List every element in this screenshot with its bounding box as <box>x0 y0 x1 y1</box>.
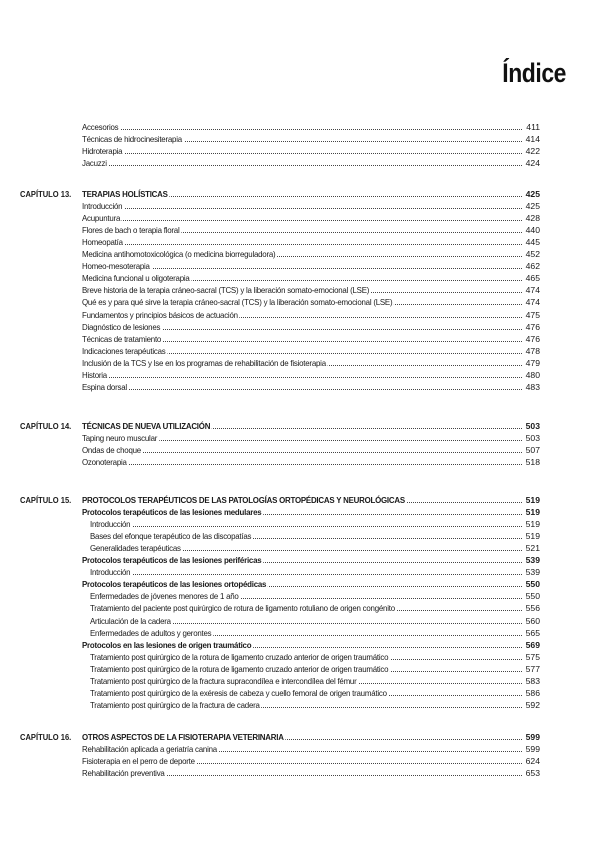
entry-title: Tratamiento del paciente post quirúrgico de rotura de ligamento rotuliano de origen congénito <box>90 603 395 614</box>
entry-title: Generalidades terapéuticas <box>90 543 181 554</box>
chapter-heading[interactable] <box>0 188 600 200</box>
chapter-label: CAPÍTULO 14. <box>20 421 72 431</box>
entry-title: Introducción <box>82 201 123 212</box>
dot-leader <box>82 464 540 465</box>
section-heading[interactable] <box>0 506 600 518</box>
toc-entry[interactable] <box>0 651 600 663</box>
chapter-heading[interactable] <box>0 731 600 743</box>
entry-title: Protocolos en las lesiones de origen traumático <box>82 639 252 650</box>
toc-entry[interactable] <box>0 767 600 779</box>
page-number: 586 <box>523 687 540 699</box>
dot-leader <box>90 526 540 527</box>
toc-entry[interactable] <box>0 432 600 444</box>
entry-title: Fundamentos y principios básicos de actuación <box>82 309 238 320</box>
page-number: 414 <box>523 133 540 145</box>
page-number: 507 <box>523 444 540 456</box>
entry-title: Articulación de la cadera <box>90 615 171 626</box>
toc-entry[interactable] <box>0 284 600 296</box>
entry-title: Rehabilitación preventiva <box>82 768 165 779</box>
toc-entry[interactable] <box>0 272 600 284</box>
page-number: 411 <box>523 121 540 133</box>
toc-entry[interactable] <box>0 381 600 393</box>
page-number: 478 <box>523 345 540 357</box>
page-number: 599 <box>523 743 540 755</box>
page-number: 592 <box>523 699 540 711</box>
entry-title: Tratamiento post quirúrgico de la fractura supracondílea e intercondílea del fémur <box>90 675 357 686</box>
page-number: 577 <box>523 663 540 675</box>
section-heading[interactable] <box>0 578 600 590</box>
page-number: 475 <box>523 309 540 321</box>
section-heading[interactable] <box>0 639 600 651</box>
page-number: 422 <box>523 145 540 157</box>
entry-title: Bases del efonque terapéutico de las discopatías <box>90 531 252 542</box>
entry-title: Fisioterapia en el perro de deporte <box>82 756 195 767</box>
entry-title: Protocolos terapéuticos de las lesiones medulares <box>82 507 262 518</box>
toc-entry[interactable] <box>0 357 600 369</box>
toc-entry[interactable] <box>0 260 600 272</box>
entry-title: Homeo-mesoterapia <box>82 261 150 272</box>
page-number: 465 <box>523 272 540 284</box>
entry-title: OTROS ASPECTOS DE LA FISIOTERAPIA VETERINARIA <box>82 732 284 742</box>
page-number: 425 <box>523 188 540 200</box>
toc-entry[interactable] <box>0 456 600 468</box>
toc-entry[interactable] <box>0 296 600 308</box>
page-number: 474 <box>523 284 540 296</box>
entry-title: Introducción <box>90 519 131 530</box>
toc-entry[interactable] <box>0 369 600 381</box>
page-number: 539 <box>523 554 540 566</box>
entry-title: Accesorios <box>82 122 119 132</box>
toc-entry[interactable] <box>0 224 600 236</box>
entry-title: Medicina antihomotoxicológica (o medicina biorreguladora) <box>82 249 276 260</box>
toc-entry[interactable] <box>0 675 600 687</box>
entry-title: Hidroterapia <box>82 146 123 157</box>
page-number: 539 <box>523 566 540 578</box>
page-number: 519 <box>523 518 540 530</box>
toc-entry[interactable] <box>0 566 600 578</box>
dot-leader <box>82 389 540 390</box>
page-number: 560 <box>523 615 540 627</box>
toc-entry[interactable] <box>0 121 600 133</box>
page-number: 519 <box>523 494 540 506</box>
toc-entry[interactable] <box>0 542 600 554</box>
entry-title: Taping neuro muscular <box>82 433 158 444</box>
page-number: 575 <box>523 651 540 663</box>
dot-leader <box>82 377 540 378</box>
page-number: 599 <box>523 731 540 743</box>
page-number: 424 <box>523 157 540 169</box>
dot-leader <box>82 165 540 166</box>
toc-entry[interactable] <box>0 133 600 145</box>
page-number: 445 <box>523 236 540 248</box>
dot-leader <box>82 452 540 453</box>
page-number: 518 <box>523 456 540 468</box>
dot-leader <box>82 129 540 130</box>
entry-title: Espina dorsal <box>82 381 127 392</box>
page-number: 452 <box>523 248 540 260</box>
entry-title: Introducción <box>90 567 131 578</box>
entry-title: Historia <box>82 369 107 380</box>
page-number: 462 <box>523 260 540 272</box>
page-number: 550 <box>523 590 540 602</box>
entry-title: Tratamiento post quirúrgico de la rotura de ligamento cruzado anterior de origen traumático <box>90 663 389 674</box>
page-number: 583 <box>523 675 540 687</box>
entry-title: Jacuzzi <box>82 158 107 169</box>
toc-entry[interactable] <box>0 212 600 224</box>
toc-entry[interactable] <box>0 755 600 767</box>
entry-title: Protocolos terapéuticos de las lesiones periféricas <box>82 555 262 566</box>
toc-entry[interactable] <box>0 248 600 260</box>
entry-title: Tratamiento post quirúrgico de la fractura de cadera <box>90 699 260 710</box>
page-number: 521 <box>523 542 540 554</box>
toc-entry[interactable] <box>0 743 600 755</box>
page-number: 428 <box>523 212 540 224</box>
toc-entry[interactable] <box>0 345 600 357</box>
page-number: 550 <box>523 578 540 590</box>
entry-title: Técnicas de tratamiento <box>82 333 162 344</box>
chapter-label: CAPÍTULO 13. <box>20 189 72 199</box>
entry-title: TERAPIAS HOLÍSTICAS <box>82 189 168 199</box>
entry-title: Homeopatía <box>82 237 123 248</box>
toc-entry[interactable] <box>0 444 600 456</box>
chapter-label: CAPÍTULO 15. <box>20 495 72 505</box>
toc-entry[interactable] <box>0 236 600 248</box>
toc-entry[interactable] <box>0 530 600 542</box>
toc-entry[interactable] <box>0 699 600 711</box>
dot-leader <box>82 208 540 209</box>
page-number: 476 <box>523 321 540 333</box>
entry-title: Técnicas de hidrocinesiterapia <box>82 134 182 145</box>
entry-title: Breve historia de la terapia cráneo-sacral (TCS) y la liberación somato-emocional (LSE) <box>82 285 370 296</box>
entry-title: Qué es y para qué sirve la terapia cráneo-sacral (TCS) y la liberación somato-emocional (LSE) <box>82 297 393 308</box>
toc-entry[interactable] <box>0 518 600 530</box>
toc-entry[interactable] <box>0 627 600 639</box>
chapter-heading[interactable] <box>0 494 600 506</box>
entry-title: Enfermedades de adultos y gerontes <box>90 627 212 638</box>
page-number: 503 <box>523 432 540 444</box>
entry-title: Ozonoterapia <box>82 457 127 468</box>
page-number: 483 <box>523 381 540 393</box>
entry-title: Acupuntura <box>82 213 121 224</box>
page-number: 519 <box>523 506 540 518</box>
toc-entry[interactable] <box>0 145 600 157</box>
page-title: Índice <box>502 58 566 88</box>
page-number: 474 <box>523 296 540 308</box>
entry-title: Protocolos terapéuticos de las lesiones ortopédicas <box>82 579 267 590</box>
toc-entry[interactable] <box>0 615 600 627</box>
toc-entry[interactable] <box>0 157 600 169</box>
dot-leader <box>82 220 540 221</box>
entry-title: Medicina funcional u oligoterapia <box>82 273 190 284</box>
entry-title: Diagnóstico de lesiones <box>82 321 161 332</box>
chapter-heading[interactable] <box>0 420 600 432</box>
page-number: 425 <box>523 200 540 212</box>
toc-entry[interactable] <box>0 687 600 699</box>
chapter-label: CAPÍTULO 16. <box>20 732 72 742</box>
section-heading[interactable] <box>0 554 600 566</box>
entry-title: Indicaciones terapéuticas <box>82 345 166 356</box>
entry-title: Tratamiento post quirúrgico de la rotura de ligamento cruzado anterior de origen traumático <box>90 651 389 662</box>
toc-entry[interactable] <box>0 321 600 333</box>
dot-leader <box>82 244 540 245</box>
entry-title: Enfermedades de jóvenes menores de 1 año <box>90 591 239 602</box>
page-number: 519 <box>523 530 540 542</box>
entry-title: TÉCNICAS DE NUEVA UTILIZACIÓN <box>82 421 211 431</box>
toc-entry[interactable] <box>0 309 600 321</box>
toc-entry[interactable] <box>0 602 600 614</box>
entry-title: Inclusión de la TCS y lse en los programas de rehabilitación de fisioterapia <box>82 357 326 368</box>
toc-entry[interactable] <box>0 590 600 602</box>
page-number: 653 <box>523 767 540 779</box>
page-number: 476 <box>523 333 540 345</box>
page-number: 556 <box>523 602 540 614</box>
toc-entry[interactable] <box>0 200 600 212</box>
toc-entry[interactable] <box>0 663 600 675</box>
dot-leader <box>90 574 540 575</box>
page-number: 480 <box>523 369 540 381</box>
toc-entry[interactable] <box>0 333 600 345</box>
page-number: 479 <box>523 357 540 369</box>
dot-leader <box>82 153 540 154</box>
page-number: 624 <box>523 755 540 767</box>
entry-title: PROTOCOLOS TERAPÉUTICOS DE LAS PATOLOGÍAS ORTOPÉDICAS Y NEUROLÓGICAS <box>82 495 405 505</box>
entry-title: Ondas de choque <box>82 445 141 456</box>
entry-title: Rehabilitación aplicada a geriatría canina <box>82 744 217 755</box>
entry-title: Tratamiento post quirúrgico de la exéresis de cabeza y cuello femoral de origen traumático <box>90 687 387 698</box>
page-number: 503 <box>523 420 540 432</box>
page-number: 565 <box>523 627 540 639</box>
page-number: 569 <box>523 639 540 651</box>
page-number: 440 <box>523 224 540 236</box>
entry-title: Flores de bach o terapia floral <box>82 225 180 236</box>
